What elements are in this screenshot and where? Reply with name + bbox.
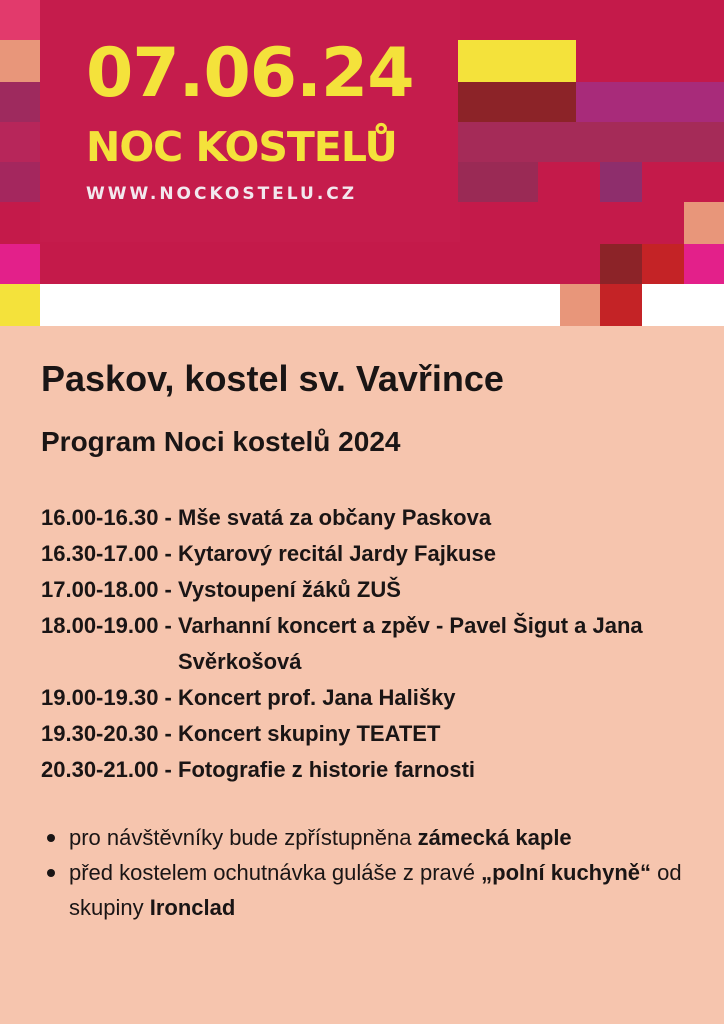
tile (600, 244, 642, 284)
event-name: NOC KOSTELŮ (86, 123, 397, 171)
program-description: Varhanní koncert a zpěv - Pavel Šigut a Jana Svěrkošová (178, 613, 643, 674)
header-banner (0, 0, 724, 326)
tile (684, 202, 724, 244)
tile (600, 284, 642, 326)
program-time: 20.30-21.00 (41, 757, 159, 782)
program-description: Koncert skupiny TEATET (178, 721, 441, 746)
tile (40, 284, 560, 326)
program-separator: - (158, 721, 178, 746)
page-subtitle: Program Noci kostelů 2024 (41, 426, 401, 457)
tile (560, 284, 600, 326)
event-date: 07.06.24 (86, 34, 414, 113)
program-separator: - (158, 577, 178, 602)
program-description: Mše svatá za občany Paskova (178, 505, 492, 530)
tile (684, 244, 724, 284)
program-list (41, 500, 701, 788)
program-separator: - (158, 505, 178, 530)
program-separator: - (158, 613, 178, 638)
tile (642, 244, 684, 284)
main-content (41, 352, 701, 941)
note-highlight: zámecká kaple (417, 825, 572, 850)
note-text: pro návštěvníky bude zpřístupněna (69, 825, 418, 850)
notes-list (41, 820, 701, 925)
program-time: 19.30-20.30 (41, 721, 159, 746)
tile (0, 284, 40, 326)
program-time: 16.00-16.30 (41, 505, 159, 530)
program-row (41, 752, 701, 788)
tile (458, 82, 576, 122)
program-row (41, 716, 701, 752)
bullet-icon (47, 869, 55, 877)
tile (0, 244, 40, 284)
program-description: Koncert prof. Jana Hališky (178, 685, 456, 710)
program-row (41, 572, 701, 608)
program-description: Kytarový recitál Jardy Fajkuse (178, 541, 496, 566)
note-highlight: „polní kuchyně“ (481, 860, 652, 885)
note-item (41, 855, 701, 925)
event-url: WWW.NOCKOSTELU.CZ (86, 184, 358, 204)
note-highlight: Ironclad (149, 895, 236, 920)
program-description: Fotografie z historie farnosti (178, 757, 476, 782)
program-separator: - (158, 685, 178, 710)
program-row (41, 680, 701, 716)
tile (0, 0, 40, 40)
program-row (41, 500, 701, 536)
tile (0, 122, 40, 162)
tile (458, 162, 538, 202)
program-time: 17.00-18.00 (41, 577, 159, 602)
program-time: 16.30-17.00 (41, 541, 159, 566)
note-text: před kostelem ochutnávka guláše z pravé (69, 860, 482, 885)
tile (0, 40, 40, 82)
tile (0, 82, 40, 122)
program-time: 18.00-19.00 (41, 613, 159, 638)
program-separator: - (158, 757, 178, 782)
tile (458, 122, 724, 162)
program-row (41, 608, 701, 680)
bullet-icon (47, 834, 55, 842)
page-title: Paskov, kostel sv. Vavřince (41, 358, 504, 399)
tile (642, 284, 724, 326)
program-row (41, 536, 701, 572)
tile (0, 162, 40, 202)
program-time: 19.00-19.30 (41, 685, 159, 710)
program-description: Vystoupení žáků ZUŠ (178, 577, 401, 602)
tile (576, 82, 724, 122)
program-separator: - (158, 541, 178, 566)
tile (600, 162, 642, 202)
tile (458, 40, 576, 82)
banner-logo (86, 34, 426, 204)
note-item (41, 820, 701, 855)
note-text: od skupiny (69, 860, 682, 920)
